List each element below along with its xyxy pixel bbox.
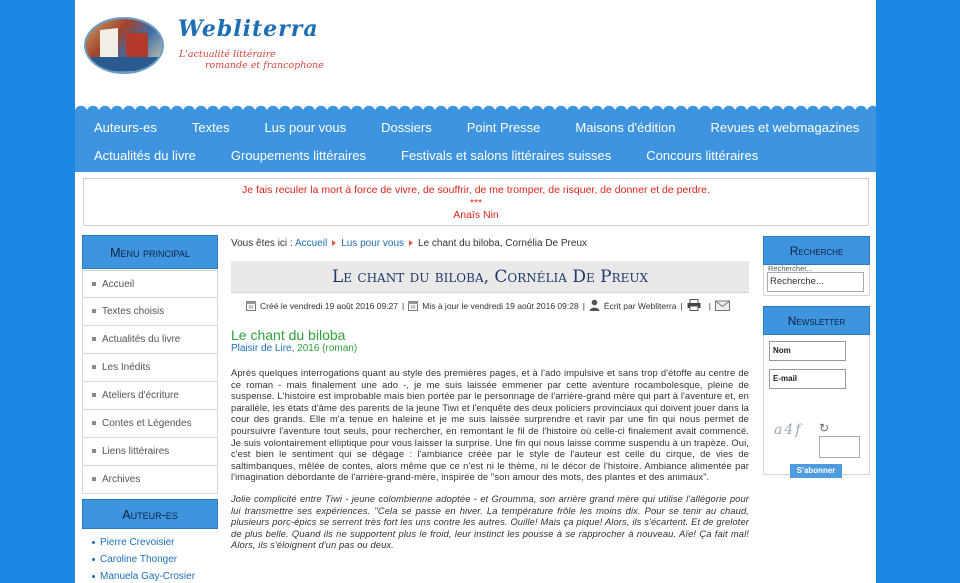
- authors-list: [82, 529, 218, 583]
- year-genre: 2016 (roman): [297, 343, 358, 354]
- right-sidebar: [763, 236, 870, 475]
- breadcrumb: [231, 236, 749, 252]
- bullet-icon: [92, 365, 96, 369]
- quote-author: Anaïs Nin: [453, 209, 499, 221]
- email-field[interactable]: E-mail: [769, 369, 846, 389]
- menu-title: Menu principal: [82, 235, 218, 269]
- search-title: Recherche: [763, 236, 870, 265]
- menu-item-ateliers[interactable]: [82, 382, 218, 410]
- created-date: Créé le vendredi 19 août 2016 09:27: [260, 301, 399, 311]
- menu-item-label: Textes choisis: [102, 306, 165, 317]
- subscribe-button[interactable]: S'abonner: [790, 464, 842, 478]
- nav-item-point-presse[interactable]: Point Presse: [466, 120, 541, 135]
- nav-item-maisons-edition[interactable]: Maisons d'édition: [575, 120, 676, 135]
- author-link[interactable]: [92, 568, 218, 583]
- newsletter-module: [763, 335, 870, 475]
- article-paragraph-2: Jolie complicité entre Tiwi - jeune colombienne adoptée - et Groumma, son arrière grand mère qui utilise l'allégorie pour lui transmettre ses expériences. "Cela se passe en hiver. La température frôle les moins dix. Pour se tenir au chaud, plusieurs porc-épics se serrent très fort les uns contre les autres. Ouille! Mais ça pique! Alors, ils s'écartent. Et de greloter de plus belle. Quand ils ne supportent plus le froid, leur instinct les pousse à se rapprocher à nouveau. Aïe! Ça fait mal! Alors, ils s'éloignent d'un pas ou deux.: [231, 492, 749, 551]
- calendar-icon: [408, 300, 418, 313]
- bullet-icon: [92, 282, 96, 286]
- bullet-icon: [92, 575, 95, 578]
- nav-row-2: [75, 148, 774, 164]
- nav-item-groupements[interactable]: Groupements littéraires: [230, 148, 367, 163]
- nav-item-dossiers[interactable]: Dossiers: [381, 120, 432, 135]
- nav-item-concours[interactable]: Concours littéraires: [646, 148, 759, 163]
- nav-item-auteurs[interactable]: Auteurs-es: [94, 120, 157, 135]
- menu-item-label: Archives: [102, 474, 141, 485]
- author-link[interactable]: [92, 534, 218, 551]
- quote-text: Je fais reculer la mort à force de vivre, de souffrir, de me tromper, de risquer, de donner et de perdre.: [242, 184, 710, 196]
- site-header: [75, 0, 876, 104]
- logo-image[interactable]: [84, 17, 164, 74]
- author-name: Pierre Crevoisier: [100, 537, 175, 548]
- updated-date: Mis à jour le vendredi 19 août 2016 09:28: [422, 301, 579, 311]
- menu-item-inedits[interactable]: [82, 354, 218, 382]
- print-icon[interactable]: [687, 299, 701, 313]
- nav-item-textes[interactable]: Textes: [191, 120, 230, 135]
- bullet-icon: [92, 393, 96, 397]
- bullet-icon: [92, 558, 95, 561]
- nav-item-revues[interactable]: Revues et webmagazines: [710, 120, 860, 135]
- page: [75, 0, 876, 583]
- bullet-icon: [92, 477, 96, 481]
- author-name: Manuela Gay-Crosier: [100, 571, 196, 582]
- search-label: Rechercher...: [768, 265, 813, 271]
- calendar-icon: [246, 300, 256, 313]
- bullet-icon: [92, 449, 96, 453]
- name-field[interactable]: Nom: [769, 341, 846, 361]
- captcha-image: a4f: [774, 421, 803, 438]
- arrow-right-icon: [332, 240, 336, 246]
- menu-item-label: Actualités du livre: [102, 334, 181, 345]
- breadcrumb-prefix: Vous êtes ici :: [231, 238, 293, 249]
- breadcrumb-home[interactable]: Accueil: [294, 238, 328, 249]
- menu-item-label: Les Inédits: [102, 362, 151, 373]
- menu-item-accueil[interactable]: [82, 270, 218, 298]
- menu-item-actualites[interactable]: [82, 326, 218, 354]
- breadcrumb-section[interactable]: Lus pour vous: [341, 238, 405, 249]
- tagline-line-1: L'actualité littéraire: [179, 49, 276, 60]
- article-heading: Le chant du biloba: [231, 327, 346, 343]
- bullet-icon: [92, 541, 95, 544]
- bullet-icon: [92, 421, 96, 425]
- user-icon: [589, 299, 600, 313]
- menu-item-liens[interactable]: [82, 438, 218, 466]
- quote-stars: ***: [469, 196, 483, 209]
- menu-item-label: Ateliers d'écriture: [102, 390, 179, 401]
- nav-row-1: [75, 120, 875, 136]
- menu-item-textes-choisis[interactable]: [82, 298, 218, 326]
- quote-banner: [83, 178, 869, 226]
- search-module: [763, 265, 870, 296]
- bullet-icon: [92, 337, 96, 341]
- menu-item-archives[interactable]: [82, 466, 218, 494]
- arrow-right-icon: [409, 240, 413, 246]
- menu-item-contes[interactable]: [82, 410, 218, 438]
- search-input[interactable]: [767, 272, 864, 292]
- left-sidebar: [82, 235, 218, 583]
- nav-item-actualites[interactable]: Actualités du livre: [94, 148, 196, 163]
- nav-item-lus-pour-vous[interactable]: Lus pour vous: [264, 120, 347, 135]
- main-navigation: [75, 110, 876, 172]
- tagline-line-2: romande et francophone: [205, 60, 324, 71]
- menu-item-label: Accueil: [102, 279, 135, 290]
- menu-item-label: Liens littéraires: [102, 446, 170, 457]
- author-name: Caroline Thonger: [100, 554, 178, 565]
- nav-item-festivals[interactable]: Festivals et salons littéraires suisses: [401, 148, 612, 163]
- site-tagline: [179, 49, 324, 71]
- captcha-input[interactable]: [819, 436, 860, 458]
- article-meta: Créé le vendredi 19 août 2016 09:27 | Mis à jour le vendredi 19 août 2016 09:28 | Écrit par Webliterra | |: [231, 299, 749, 313]
- refresh-icon[interactable]: ↻: [819, 420, 830, 435]
- menu-item-label: Contes et Légendes: [102, 418, 192, 429]
- breadcrumb-current: Le chant du biloba, Cornélia De Preux: [418, 238, 588, 249]
- article-title: Le chant du biloba, Cornélia De Preux: [231, 261, 749, 293]
- site-brand[interactable]: Webliterra: [178, 16, 319, 42]
- publisher-link[interactable]: Plaisir de Lire,: [231, 343, 295, 354]
- authors-title: Auteur-es: [82, 499, 218, 529]
- article-paragraph-1: Après quelques interrogations quant au style des premières pages, et à l'ado impulsive et sans trop d'étoffe au centre de ce roman - mais finalement une ado -, je me suis laissée emmener par cette aventure rocambolesque, pleine de suspense. L'histoire est improbable mais bien portée par le personnage de l'arrière-grand mère qui part à l'aventure et, en parallèle, les états d'âme des parents de la jeune Tiwi et l'enquête des deux policiers provinciaux qui doivent jouer dans la cour des grands. Elle m'a tenue en haleine et je me suis laissée surprendre et ravir par une fin qui nous permet de poursuivre l'aventure tout seuls, pour rechercher, en remontant le fil de l'histoire où celle-ci finalement avait commencé. Je suis volontairement elliptique pour vous laisser la surprise. Une fin qui nous laisse comme suspendu à un trapèze. Oui, c'est bien le sentiment qui se dégage : l'ambiance créée par le style de l'auteur est celle du cirque, de vies de saltimbanques, mêlée de contes, alors même que ce n'est ni le thème, ni le décor de l'histoire. Ambiance alimentée par l'imagination débordante de l'arrière-grand-mère, inspirée de "son amour des mots, des plantes et des animaux".: [231, 367, 749, 483]
- article-author: Écrit par Webliterra: [603, 301, 677, 311]
- book-source: [231, 343, 749, 355]
- main-content: [231, 236, 749, 551]
- email-icon[interactable]: [715, 299, 730, 313]
- newsletter-title: Newsletter: [763, 306, 870, 335]
- author-link[interactable]: [92, 551, 218, 568]
- bullet-icon: [92, 309, 96, 313]
